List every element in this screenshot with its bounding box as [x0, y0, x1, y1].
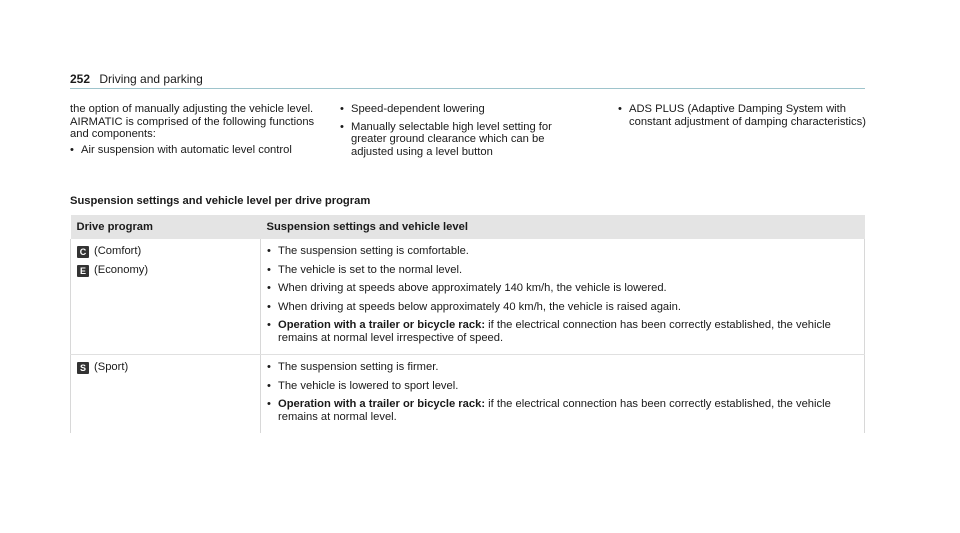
- economy-mode-icon: E: [77, 265, 89, 277]
- intro-paragraph-2: AIRMATIC is comprised of the following functions and components:: [70, 115, 315, 140]
- intro-bullet: • Air suspension with automatic level control: [70, 143, 292, 156]
- comfort-mode-icon: C: [77, 246, 89, 258]
- bullet-icon: •: [340, 103, 344, 115]
- bullet-icon: •: [267, 263, 271, 276]
- setting-bullet: • When driving at speeds below approximately 40 km/h, the vehicle is raised again.: [267, 300, 681, 313]
- bullet-icon: •: [267, 398, 271, 410]
- column-header-drive-program: Drive program: [71, 215, 261, 239]
- setting-bullet: • The vehicle is set to the normal level.: [267, 263, 463, 276]
- bullet-icon: •: [267, 319, 271, 331]
- bullet-icon: •: [267, 361, 271, 373]
- column-header-suspension: Suspension settings and vehicle level: [261, 215, 865, 239]
- setting-bullet: • The suspension setting is firmer.: [267, 361, 439, 373]
- bullet-icon: •: [267, 300, 271, 313]
- settings-cell: [261, 239, 865, 355]
- bullet-icon: •: [267, 282, 271, 294]
- sport-mode-icon: S: [77, 362, 89, 374]
- setting-bullet: • Operation with a trailer or bicycle rack: if the electrical connection has been correctly established, the vehicle remains at normal level irrespective of speed.: [267, 319, 831, 344]
- table-row: [71, 355, 865, 434]
- bullet-icon: •: [267, 379, 271, 392]
- program-economy: E (Economy): [77, 264, 254, 277]
- section-name: Driving and parking: [99, 72, 203, 86]
- bullet-icon: •: [340, 120, 344, 133]
- page-header: [70, 72, 203, 86]
- intro-bullet: • Manually selectable high level setting for greater ground clearance which can be adjusted using a level button: [340, 120, 552, 158]
- setting-bullet: • The vehicle is lowered to sport level.: [267, 379, 459, 392]
- bullet-icon: •: [267, 245, 271, 257]
- intro-paragraph: the option of manually adjusting the vehicle level.: [70, 103, 314, 115]
- program-comfort: C (Comfort): [77, 245, 254, 258]
- drive-program-cell: [71, 239, 261, 355]
- bullet-icon: •: [618, 103, 622, 115]
- program-sport: S (Sport): [77, 361, 254, 374]
- table-header-row: [71, 215, 865, 239]
- intro-bullet: • ADS PLUS (Adaptive Damping System with constant adjustment of damping characteristics): [618, 103, 866, 128]
- page-number: 252: [70, 72, 91, 86]
- intro-column-1: [70, 103, 315, 161]
- intro-column-2: [340, 103, 575, 163]
- intro-bullet: • Speed-dependent lowering: [340, 103, 485, 115]
- table-row: [71, 239, 865, 355]
- intro-column-3: [618, 103, 866, 133]
- section-title: Suspension settings and vehicle level per drive program: [70, 195, 371, 207]
- setting-bullet: • When driving at speeds above approximately 140 km/h, the vehicle is lowered.: [267, 282, 667, 294]
- drive-program-cell: [71, 355, 261, 434]
- bullet-icon: •: [70, 143, 74, 156]
- suspension-table: [70, 215, 865, 433]
- setting-bullet: • The suspension setting is comfortable.: [267, 245, 469, 257]
- settings-cell: [261, 355, 865, 434]
- header-divider: [70, 88, 865, 89]
- setting-bullet: • Operation with a trailer or bicycle rack: if the electrical connection has been correctly established, the vehicle remains at normal level.: [267, 398, 831, 423]
